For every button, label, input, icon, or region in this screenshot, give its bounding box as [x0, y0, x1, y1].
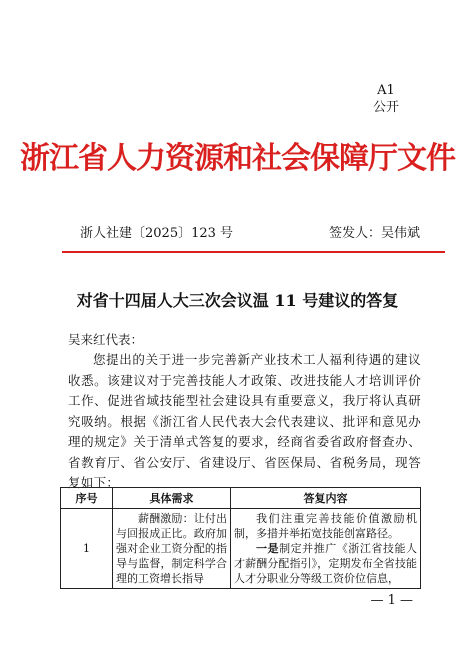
issuer-signature: 签发人：吴伟斌	[328, 226, 420, 241]
row-reply	[231, 509, 421, 589]
reply-table	[60, 487, 421, 589]
document-number: 浙人社建〔2025〕123 号	[80, 226, 234, 241]
row-number: 1	[61, 509, 113, 589]
reply-paragraph: 我们注重完善技能价值激励机制，多措并举拓宽技能创富路径。	[234, 512, 417, 540]
serial-mark: A1	[377, 83, 395, 98]
header-red-divider	[62, 251, 445, 253]
table-header-row	[61, 488, 421, 509]
issuing-office-title: 浙江省人力资源和社会保障厅文件	[20, 141, 455, 176]
body-paragraph: 您提出的关于进一步完善新产业技术工人福利待遇的建议收悉。该建议对于完善技能人才政策、改进技能人才培训评价工作、促进省域技能型社会建设具有重要意义，我厅将认真研究吸纳。根据《浙江省人民代表大会代表建议、批评和意见办理的规定》关于清单式答复的要求，经商省委省政府督查办、省教育厅、省公安厅、省建设厅、省医保局、省税务局，现答复如下：	[68, 352, 421, 490]
classification-mark	[373, 82, 399, 116]
table-row	[61, 509, 421, 589]
column-header-reply: 答复内容	[231, 488, 421, 509]
reply-lead: 一是	[256, 542, 280, 555]
column-header-number: 序号	[61, 488, 113, 509]
reply-text: 制定并推广《浙江省技能人才薪酬分配指引》，定期发布全省技能人才分职业分等级工资价位信息，	[234, 542, 418, 585]
salutation: 吴来红代表：	[68, 332, 144, 347]
page-number: — 1 —	[370, 593, 413, 608]
disclosure-mark: 公开	[372, 100, 399, 115]
reply-paragraph	[234, 541, 417, 586]
column-header-request: 具体需求	[113, 488, 231, 509]
row-request: 薪酬激励：让付出与回报成正比。政府加强对企业工资分配的指导与监督，制定科学合理的工资增长指导	[113, 509, 231, 589]
document-title: 对省十四届人大三次会议温 11 号建议的答复	[76, 291, 399, 310]
